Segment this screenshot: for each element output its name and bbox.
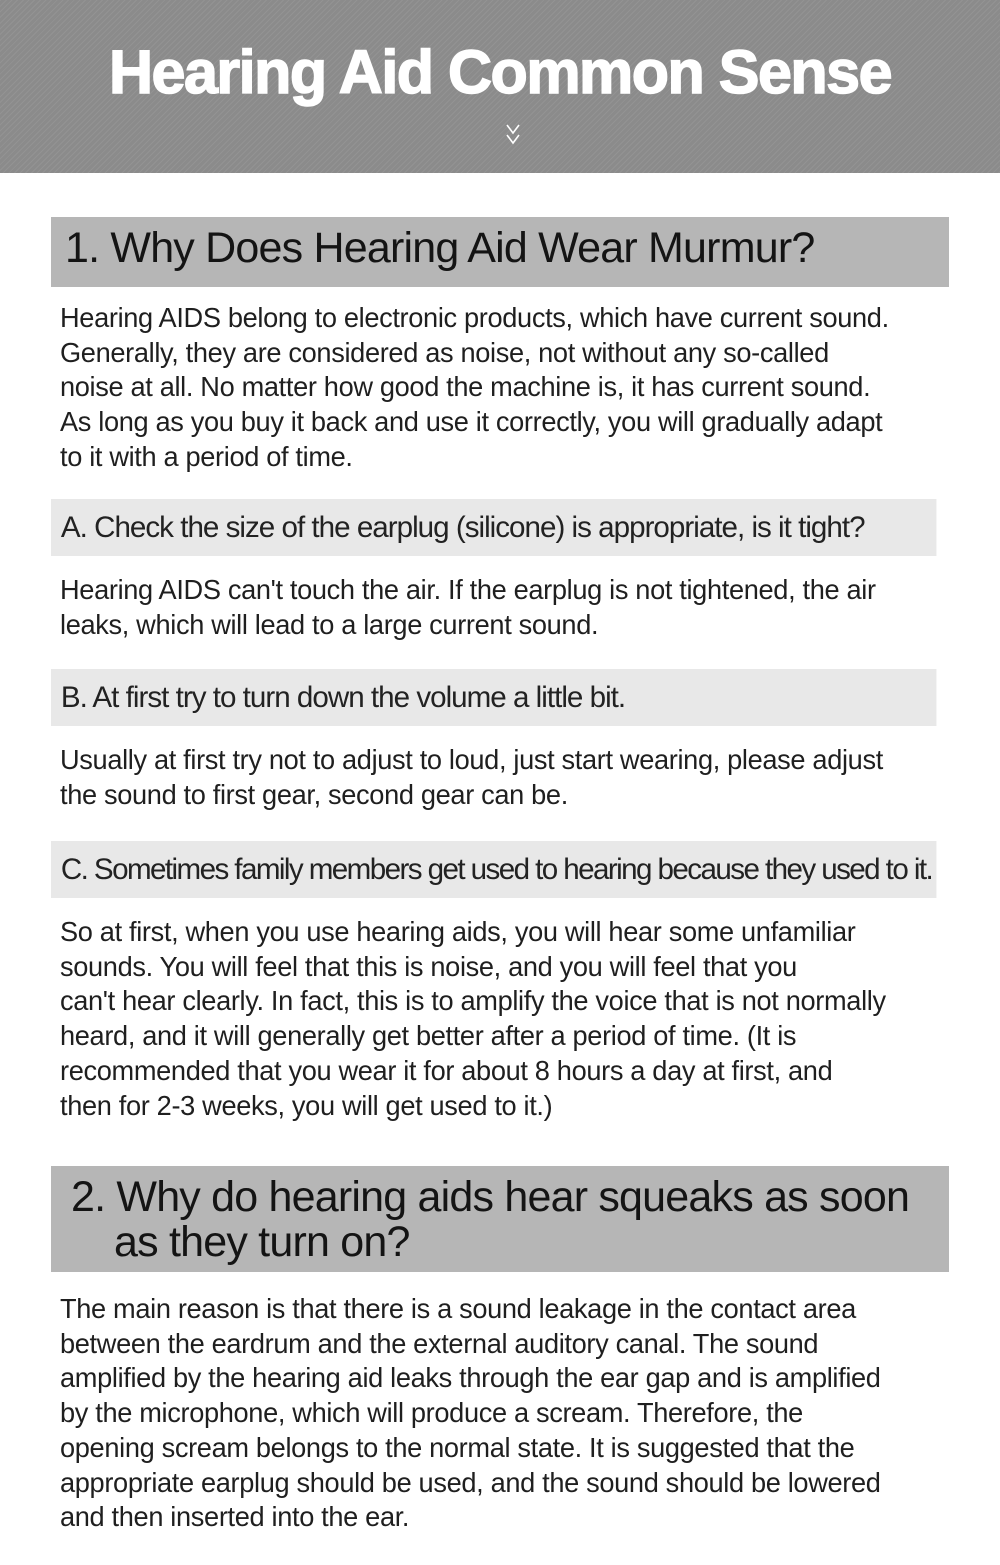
paragraph-line: appropriate earplug should be used, and the sound should be lowered xyxy=(60,1466,881,1498)
header-banner xyxy=(0,0,1000,173)
section-2-heading-line: as they turn on? xyxy=(114,1218,410,1266)
paragraph-line: sounds. You will feel that this is noise, and you will feel that you xyxy=(60,950,797,982)
paragraph-line: opening scream belongs to the normal state. It is suggested that the xyxy=(60,1431,855,1463)
paragraph-line: The main reason is that there is a sound leakage in the contact area xyxy=(60,1293,856,1324)
paragraph-line: Hearing AIDS can't touch the air. If the earplug is not tightened, the air xyxy=(60,574,876,605)
section-1-heading-bar xyxy=(51,217,949,287)
paragraph-line: heard, and it will generally get better after a period of time. (It is xyxy=(60,1020,797,1052)
paragraph-line: recommended that you wear it for about 8 hours a day at first, and xyxy=(60,1054,833,1086)
paragraph-line: amplified by the hearing aid leaks through the ear gap and is amplified xyxy=(60,1362,881,1394)
subsection-a-heading: A. Check the size of the earplug (silicone) is appropriate, is it tight? xyxy=(51,499,936,556)
section-2-heading-bar xyxy=(51,1166,949,1272)
double-chevron-down-icon xyxy=(500,122,526,150)
paragraph-line: and then inserted into the ear. xyxy=(60,1501,410,1533)
paragraph-line: Hearing AIDS belong to electronic products, which have current sound. xyxy=(60,302,889,333)
section-2-body xyxy=(60,1292,960,1535)
subsection-b-body xyxy=(60,743,960,812)
paragraph-line: noise at all. No matter how good the machine is, it has current sound. xyxy=(60,371,871,403)
paragraph-line: So at first, when you use hearing aids, you will hear some unfamiliar xyxy=(60,916,856,947)
paragraph-line: As long as you buy it back and use it correctly, you will gradually adapt xyxy=(60,406,883,438)
section-2-heading-line: 2. Why do hearing aids hear squeaks as soon xyxy=(71,1173,910,1221)
paragraph-line: can't hear clearly. In fact, this is to amplify the voice that is not normally xyxy=(60,985,886,1017)
paragraph-line: Usually at first try not to adjust to loud, just start wearing, please adjust xyxy=(60,744,883,775)
page-title: Hearing Aid Common Sense xyxy=(109,38,891,106)
subsection-c-body xyxy=(60,915,960,1123)
section-1-intro xyxy=(60,301,960,475)
section-1-heading: 1. Why Does Hearing Aid Wear Murmur? xyxy=(65,224,815,272)
paragraph-line: between the eardrum and the external auditory canal. The sound xyxy=(60,1327,819,1359)
paragraph-line: to it with a period of time. xyxy=(60,440,353,472)
paragraph-line: by the microphone, which will produce a scream. Therefore, the xyxy=(60,1397,803,1429)
subsection-b-heading: B. At first try to turn down the volume a little bit. xyxy=(51,669,936,726)
subsection-a-body xyxy=(60,573,960,642)
paragraph-line: leaks, which will lead to a large current sound. xyxy=(60,608,599,640)
paragraph-line: then for 2-3 weeks, you will get used to it.) xyxy=(60,1089,553,1121)
paragraph-line: Generally, they are considered as noise, not without any so-called xyxy=(60,336,829,368)
subsection-c-heading: C. Sometimes family members get used to hearing because they used to it. xyxy=(51,841,936,898)
paragraph-line: the sound to first gear, second gear can be. xyxy=(60,778,568,810)
